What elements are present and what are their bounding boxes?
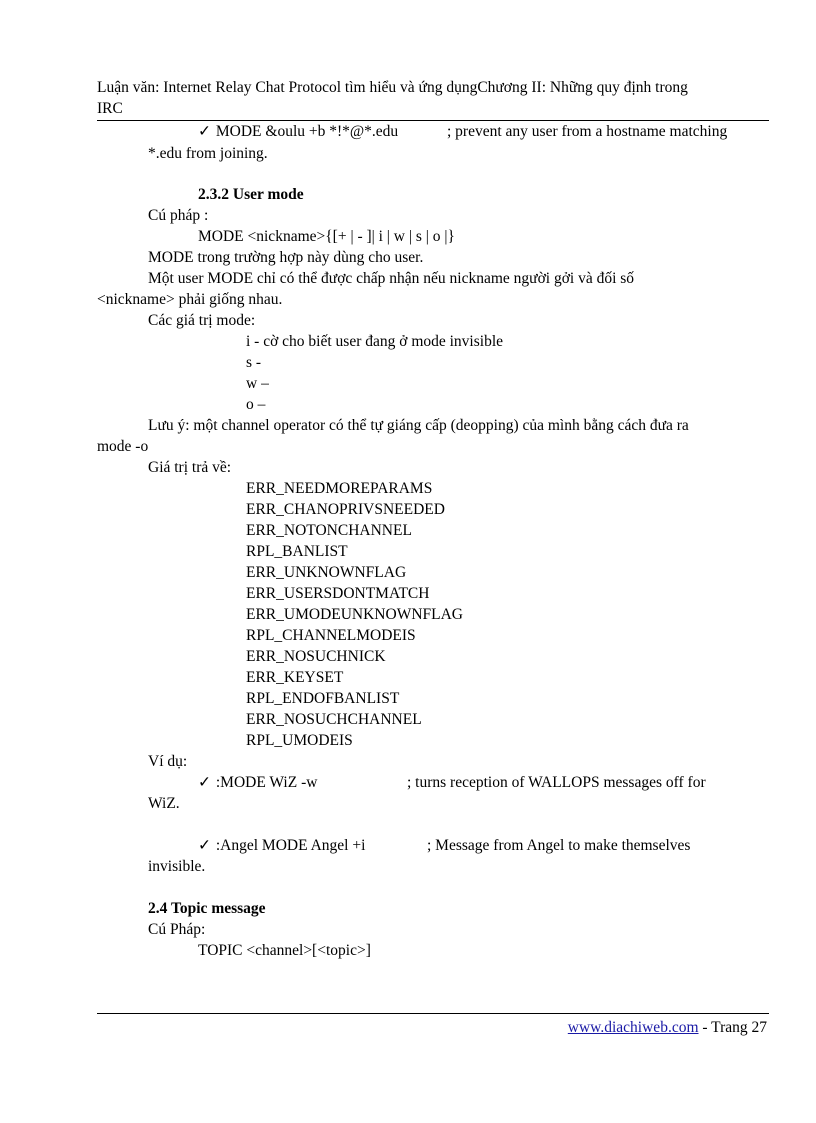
return-value: RPL_BANLIST xyxy=(246,543,348,560)
syntax-command: TOPIC <channel>[<topic>] xyxy=(198,942,371,959)
example-command: MODE &oulu +b *!*@*.edu xyxy=(215,123,399,140)
return-value: RPL_CHANNELMODEIS xyxy=(246,627,416,644)
example-comment: ; turns reception of WALLOPS messages off for xyxy=(407,774,706,791)
return-value: ERR_NOSUCHCHANNEL xyxy=(246,711,422,728)
return-value: ERR_NEEDMOREPARAMS xyxy=(246,480,433,497)
example-line xyxy=(198,122,398,142)
mode-item: o – xyxy=(246,396,266,413)
footer xyxy=(568,1018,767,1038)
note-cont: mode -o xyxy=(97,438,149,455)
check-mark-icon: ✓ xyxy=(198,774,211,791)
example-command: :Angel MODE Angel +i xyxy=(215,837,366,854)
return-value: RPL_UMODEIS xyxy=(246,732,353,749)
return-value: ERR_UMODEUNKNOWNFLAG xyxy=(246,606,463,623)
example-line xyxy=(198,836,365,856)
return-value: ERR_USERSDONTMATCH xyxy=(246,585,430,602)
example-continuation: WiZ. xyxy=(148,795,180,812)
mode-item: s - xyxy=(246,354,262,371)
return-value: ERR_NOSUCHNICK xyxy=(246,648,386,665)
example-command: :MODE WiZ -w xyxy=(215,774,318,791)
note: Lưu ý: một channel operator có thể tự giáng cấp (deopping) của mình bằng cách đưa ra xyxy=(148,417,689,434)
example-comment: ; Message from Angel to make themselves xyxy=(427,837,691,854)
paragraph: Một user MODE chỉ có thể được chấp nhận nếu nickname người gởi và đối số xyxy=(148,270,635,287)
syntax-label: Cú pháp : xyxy=(148,207,209,224)
section-heading: 2.3.2 User mode xyxy=(198,186,304,203)
values-label: Các giá trị mode: xyxy=(148,312,256,329)
syntax-label: Cú Pháp: xyxy=(148,921,206,938)
check-mark-icon: ✓ xyxy=(198,837,211,854)
page-number: - Trang 27 xyxy=(698,1019,767,1036)
return-value: ERR_KEYSET xyxy=(246,669,344,686)
return-value: RPL_ENDOFBANLIST xyxy=(246,690,400,707)
mode-item: i - cờ cho biết user đang ở mode invisible xyxy=(246,333,504,350)
example-continuation: invisible. xyxy=(148,858,206,875)
footer-link[interactable]: www.diachiweb.com xyxy=(567,1019,699,1036)
example-label: Ví dụ: xyxy=(148,753,188,770)
paragraph-cont: <nickname> phải giống nhau. xyxy=(97,291,283,308)
example-continuation: *.edu from joining. xyxy=(148,145,268,162)
example-line xyxy=(198,773,317,793)
example-comment: ; prevent any user from a hostname matching xyxy=(447,123,728,140)
syntax-command: MODE <nickname>{[+ | - ]| i | w | s | o |} xyxy=(198,228,455,245)
mode-item: w – xyxy=(246,375,269,392)
header-title-cont: IRC xyxy=(97,100,123,117)
check-mark-icon: ✓ xyxy=(198,123,211,140)
return-value: ERR_NOTONCHANNEL xyxy=(246,522,412,539)
header-divider xyxy=(97,120,769,121)
return-value: ERR_CHANOPRIVSNEEDED xyxy=(246,501,445,518)
return-label: Giá trị trả về: xyxy=(148,459,232,476)
header-title: Luận văn: Internet Relay Chat Protocol tìm hiểu và ứng dụngChương II: Những quy định trong xyxy=(97,79,688,96)
section-heading: 2.4 Topic message xyxy=(148,900,266,917)
paragraph: MODE trong trường hợp này dùng cho user. xyxy=(148,249,424,266)
return-value: ERR_UNKNOWNFLAG xyxy=(246,564,407,581)
footer-divider xyxy=(97,1013,769,1014)
